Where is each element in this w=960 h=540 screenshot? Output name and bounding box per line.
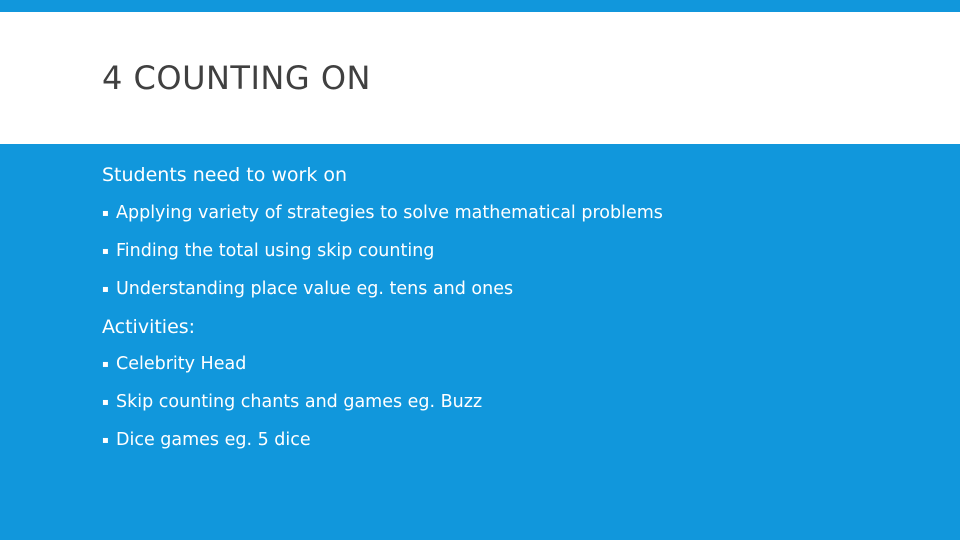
list-item <box>102 239 434 264</box>
bullet-icon: ▪ <box>102 208 109 219</box>
section-heading-activities: Activities: <box>102 316 196 338</box>
list-item-text: Finding the total using skip counting <box>116 241 435 261</box>
list-item-text: Understanding place value eg. tens and ones <box>116 279 514 299</box>
list-item-text: Dice games eg. 5 dice <box>116 430 311 450</box>
list-item-text: Applying variety of strategies to solve mathematical problems <box>116 203 663 223</box>
top-accent-strip <box>0 0 960 12</box>
list-item-text: Skip counting chants and games eg. Buzz <box>116 392 483 412</box>
slide-title: 4 COUNTING ON <box>102 59 371 97</box>
list-item-text: Celebrity Head <box>116 354 247 374</box>
list-item <box>102 428 311 453</box>
bullet-icon: ▪ <box>102 397 109 408</box>
bullet-icon: ▪ <box>102 359 109 370</box>
section-heading-students: Students need to work on <box>102 164 348 186</box>
list-item <box>102 390 482 415</box>
bullet-icon: ▪ <box>102 435 109 446</box>
list-item <box>102 277 513 302</box>
bullet-icon: ▪ <box>102 284 109 295</box>
list-item <box>102 352 246 377</box>
list-item <box>102 201 663 226</box>
bullet-icon: ▪ <box>102 246 109 257</box>
